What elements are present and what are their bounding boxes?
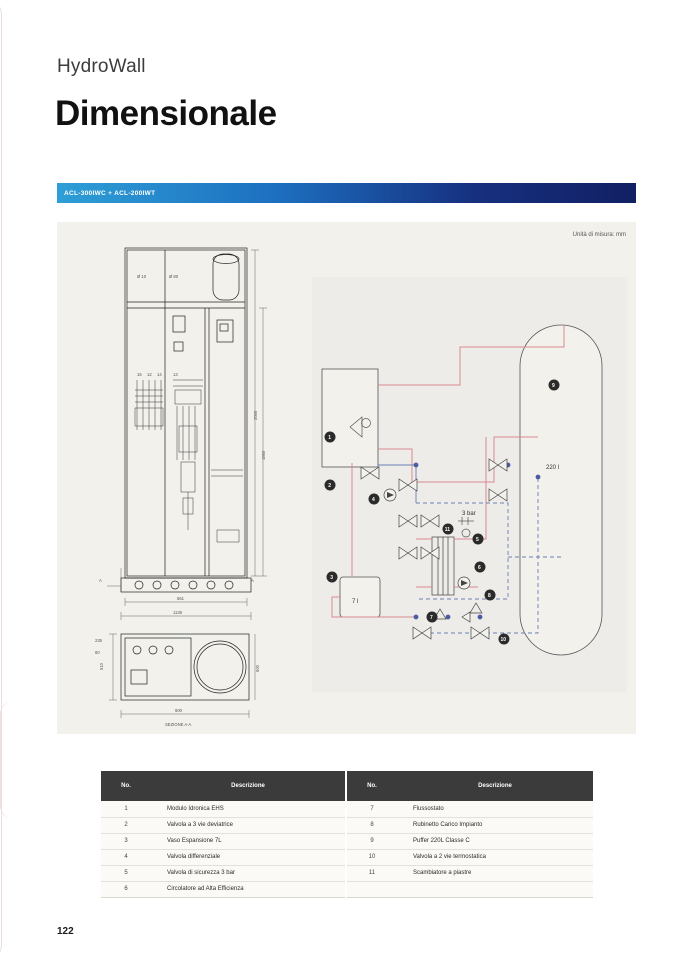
table-row <box>101 817 346 833</box>
legend-no <box>347 881 397 897</box>
svg-text:9: 9 <box>552 383 555 389</box>
hydraulic-schematic <box>312 277 632 697</box>
legend-no: 6 <box>101 881 151 897</box>
svg-text:13: 13 <box>173 372 178 377</box>
svg-text:510: 510 <box>99 663 104 670</box>
svg-text:561: 561 <box>177 596 184 601</box>
table-row <box>347 801 593 817</box>
table-row <box>347 817 593 833</box>
legend-table-left <box>101 771 347 898</box>
svg-text:12: 12 <box>147 372 152 377</box>
svg-text:2: 2 <box>328 483 331 489</box>
table-row <box>347 881 593 897</box>
svg-text:235: 235 <box>95 638 102 643</box>
table-row <box>101 849 346 865</box>
legend-desc: Rubinetto Carico Impianto <box>397 817 593 833</box>
legend-no: 3 <box>101 833 151 849</box>
legend-header-row <box>347 771 593 801</box>
table-row <box>347 849 593 865</box>
legend-no: 5 <box>101 865 151 881</box>
legend-desc: Valvola di sicurezza 3 bar <box>151 865 346 881</box>
model-banner-label: ACL-300IWC + ACL-200IWT <box>64 189 156 197</box>
svg-text:11: 11 <box>444 527 451 533</box>
legend-no: 10 <box>347 849 397 865</box>
legend-no: 8 <box>347 817 397 833</box>
table-row <box>347 833 593 849</box>
table-row <box>101 865 346 881</box>
legend-desc: Circolatore ad Alta Efficienza <box>151 881 346 897</box>
legend-desc: Valvola a 2 vie termostatica <box>397 849 593 865</box>
page-edge-curve <box>0 700 14 820</box>
legend-desc: Valvola a 3 vie deviatrice <box>151 817 346 833</box>
legend-col-no: No. <box>347 771 397 801</box>
brand-name: HydroWall <box>57 56 146 77</box>
svg-text:600: 600 <box>175 708 182 713</box>
legend-tables <box>101 771 593 898</box>
table-row <box>347 865 593 881</box>
svg-text:1136: 1136 <box>173 610 183 615</box>
svg-text:A: A <box>251 578 254 583</box>
dimensional-drawing <box>77 230 307 730</box>
svg-text:14: 14 <box>157 372 162 377</box>
table-row <box>101 801 346 817</box>
legend-desc: Modulo Idronica EHS <box>151 801 346 817</box>
legend-no: 7 <box>347 801 397 817</box>
svg-text:600: 600 <box>255 665 260 672</box>
pressure-label: 3 bar <box>462 511 476 517</box>
svg-text:4: 4 <box>372 497 375 503</box>
svg-text:6: 6 <box>478 565 481 571</box>
svg-text:3: 3 <box>330 575 333 581</box>
svg-text:Ø 10: Ø 10 <box>137 274 147 279</box>
section-caption: SEZIONE A-A <box>165 722 192 727</box>
legend-desc: Scambiatore a piastre <box>397 865 593 881</box>
svg-text:7: 7 <box>430 615 433 621</box>
tank-capacity-label: 220 l <box>546 465 560 471</box>
legend-desc: Flussostato <box>397 801 593 817</box>
model-banner <box>57 183 636 203</box>
svg-text:2000: 2000 <box>253 410 258 420</box>
legend-desc: Puffer 220L Classe C <box>397 833 593 849</box>
legend-desc: Vaso Espansione 7L <box>151 833 346 849</box>
legend-col-desc: Descrizione <box>151 771 346 801</box>
svg-text:5: 5 <box>476 537 479 543</box>
legend-col-no: No. <box>101 771 151 801</box>
legend-header-row <box>101 771 346 801</box>
svg-text:15: 15 <box>137 372 142 377</box>
legend-no: 9 <box>347 833 397 849</box>
table-row <box>101 833 346 849</box>
legend-no: 2 <box>101 817 151 833</box>
legend-desc <box>397 881 593 897</box>
legend-no: 1 <box>101 801 151 817</box>
legend-desc: Valvola differenziale <box>151 849 346 865</box>
vessel-capacity-label: 7 l <box>352 599 359 605</box>
page-title: Dimensionale <box>55 94 277 133</box>
unit-of-measure-note: Unità di misura: mm <box>572 232 626 238</box>
svg-text:1860: 1860 <box>261 450 266 460</box>
legend-col-desc: Descrizione <box>397 771 593 801</box>
legend-no: 11 <box>347 865 397 881</box>
page-edge-decoration <box>0 0 2 959</box>
page-number: 122 <box>57 926 74 937</box>
legend-table-right <box>347 771 593 898</box>
figure-container <box>57 222 636 734</box>
svg-text:80: 80 <box>95 650 100 655</box>
legend-no: 4 <box>101 849 151 865</box>
table-row <box>101 881 346 897</box>
svg-text:Ø 80: Ø 80 <box>169 274 179 279</box>
svg-text:1: 1 <box>328 435 331 441</box>
svg-text:10: 10 <box>500 637 507 643</box>
svg-text:8: 8 <box>488 593 491 599</box>
svg-text:A: A <box>99 578 102 583</box>
